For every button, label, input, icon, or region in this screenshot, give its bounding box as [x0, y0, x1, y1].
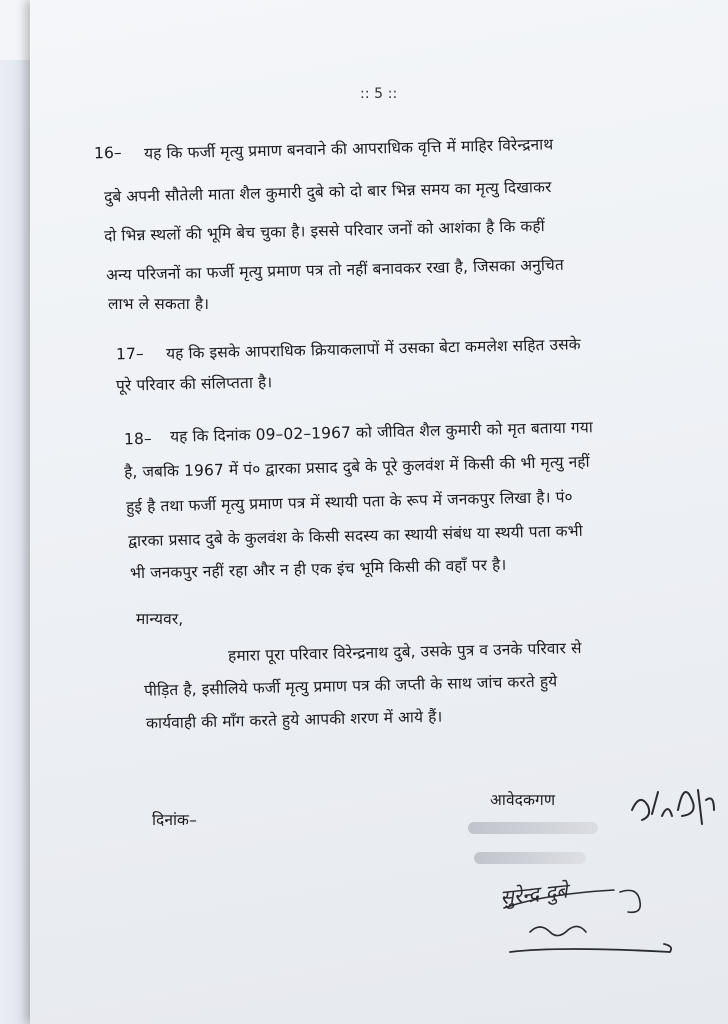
closing-line: पीड़ित है, इसीलिये फर्जी मृत्यु प्रमाण पत्र की जप्ती के साथ जांच करते हुये [143, 672, 558, 700]
page-number: :: 5 :: [360, 86, 398, 102]
paragraph-18-line: यह कि दिनांक 09–02–1967 को जीवित शैल कुमारी को मृत बताया गया [169, 418, 594, 446]
signature-flourish [500, 872, 680, 962]
paragraph-17-number: 17– [115, 344, 144, 364]
paragraph-16-number: 16– [93, 143, 122, 163]
faded-name-stamp [468, 822, 598, 834]
salutation: मान्यवर, [136, 610, 184, 628]
closing-line: हमारा पूरा परिवार विरेन्द्रनाथ दुबे, उसके पुत्र व उनके परिवार से [227, 638, 582, 666]
paragraph-18-number: 18– [123, 429, 152, 449]
document-page [30, 0, 728, 1024]
closing-line: कार्यवाही की माँग करते हुये आपकी शरण में आये हैं। [145, 707, 443, 733]
paragraph-18-line: द्वारका प्रसाद दुबे के कुलवंश के किसी सदस्य का स्थायी संबंध या स्थयी पता कभी [127, 521, 583, 551]
paragraph-16-line: लाभ ले सकता है। [108, 295, 210, 313]
faded-name-stamp [474, 852, 586, 864]
applicants-label: आवेदकगण [490, 791, 556, 809]
paragraph-18-line: है, जबकि 1967 में पं० द्वारका प्रसाद दुबे के पूरे कुलवंश में किसी की भी मृत्यु नहीं [123, 452, 590, 482]
paragraph-16-line: दुबे अपनी सौतेली माता शैल कुमारी दुबे को दो बार भिन्न समय का मृत्यु दिखाकर [103, 177, 552, 207]
paragraph-17-line: पूरे परिवार की संलिप्तता है। [115, 373, 273, 395]
paragraph-16-line: दो भिन्न स्थलों की भूमि बेच चुका है। इससे परिवार जनों को आशंका है कि कहीं [103, 217, 545, 245]
paragraph-18-line: हुई है तथा फर्जी मृत्यु प्रमाण पत्र में स्थायी पता के रूप में जनकपुर लिखा है। पं० [125, 487, 573, 517]
handwritten-signature: सुरेन्द्र दुबे [498, 878, 569, 910]
paragraph-16-line: अन्य परिजनों का फर्जी मृत्यु प्रमाण पत्र तो नहीं बनावकर रखा है, जिसका अनुचित [105, 255, 564, 285]
paragraph-16-line: यह कि फर्जी मृत्यु प्रमाण बनवाने की आपराधिक वृत्ति में माहिर विरेन्द्रनाथ [143, 135, 554, 163]
date-label: दिनांक– [152, 811, 197, 829]
signature-scribble-right [622, 770, 722, 840]
paragraph-18-line: भी जनकपुर नहीं रहा और न ही एक इंच भूमि किसी की वहाँ पर है। [129, 555, 507, 583]
paragraph-17-line: यह कि इसके आपराधिक क्रियाकलापों में उसका बेटा कमलेश सहित उसके [165, 335, 581, 363]
